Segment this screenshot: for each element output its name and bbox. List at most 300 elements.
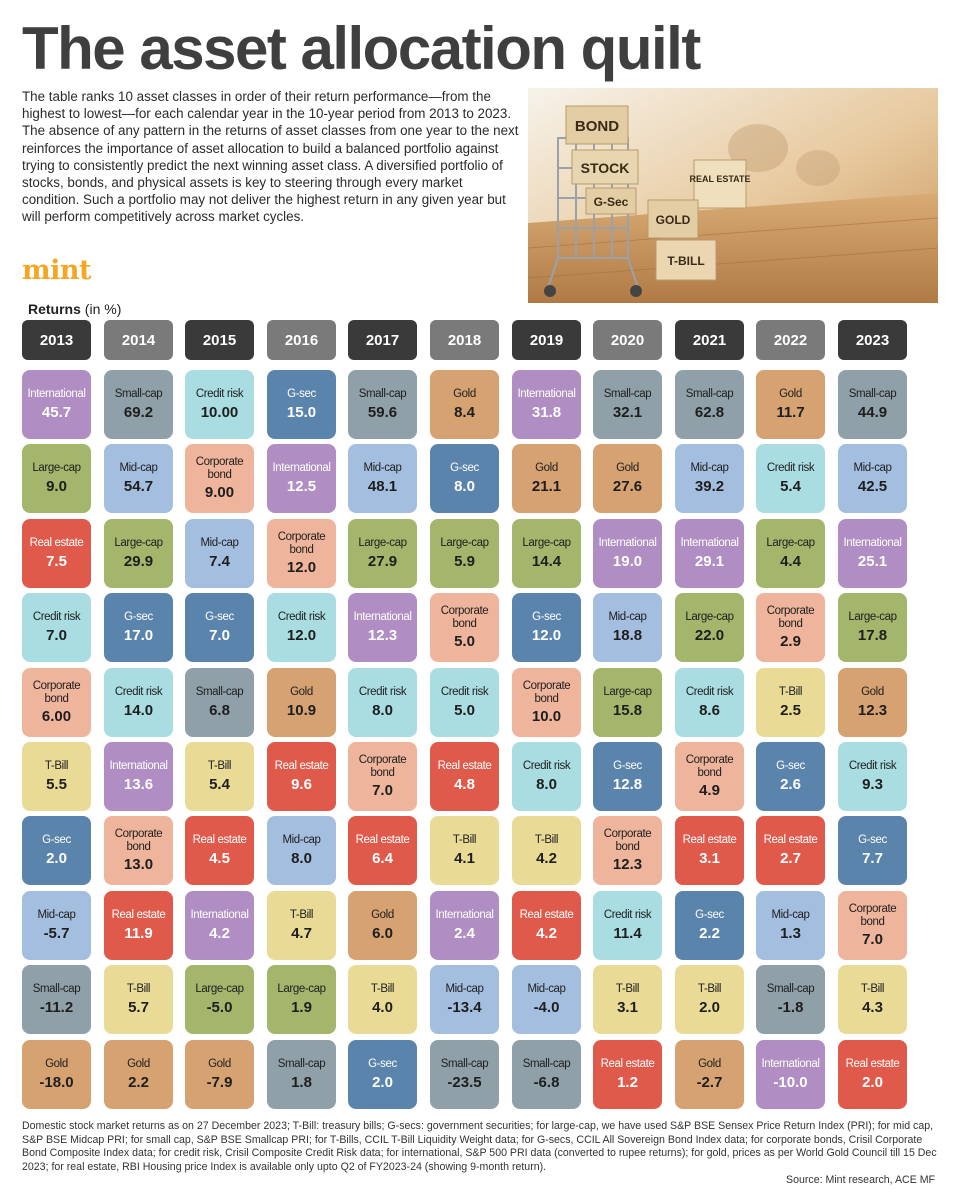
quilt-cell-2017-10 [348,1040,417,1109]
return-value: 12.3 [612,856,643,873]
quilt-cell-2014-4 [104,593,173,662]
asset-class-label: Large-cap [440,537,489,550]
quilt-cell-2019-10 [512,1040,581,1109]
quilt-cell-2020-1 [593,370,662,439]
asset-class-label: Real estate [355,834,410,847]
page-title: The asset allocation quilt [22,15,700,82]
asset-class-label: Gold [698,1058,721,1071]
return-value: 12.5 [286,477,317,495]
return-value: 39.2 [694,477,725,495]
asset-class-label: T-Bill [860,983,885,996]
asset-class-label: Corporate bond [358,754,407,779]
return-value: 3.1 [617,998,638,1016]
asset-class-label: Gold [616,462,639,475]
return-value: -13.4 [447,998,482,1016]
quilt-cell-2019-1 [512,370,581,439]
return-value: -11.2 [39,998,74,1016]
return-value: 9.00 [204,484,235,501]
quilt-cell-2015-5 [185,668,254,737]
quilt-cell-2016-10 [267,1040,336,1109]
asset-class-label: Mid-cap [608,611,647,624]
asset-class-label: Large-cap [603,686,652,699]
asset-class-label: Small-cap [277,1058,326,1071]
asset-class-label: Mid-cap [445,983,484,996]
return-value: 11.9 [124,924,153,942]
return-value: 4.2 [536,849,557,867]
asset-class-label: International [517,388,576,401]
asset-class-label: Gold [371,909,394,922]
year-header-2023: 2023 [838,320,907,360]
return-value: -18.0 [39,1073,74,1091]
asset-class-label: Mid-cap [282,834,321,847]
return-value: 12.0 [286,559,317,576]
asset-class-label: G-sec [450,462,479,475]
return-value: 8.4 [454,403,475,421]
asset-class-label: Corporate bond [603,828,652,853]
quilt-cell-2015-10 [185,1040,254,1109]
asset-class-label: Small-cap [685,388,734,401]
return-value: 59.6 [367,403,398,421]
return-value: 8.0 [291,849,312,867]
return-value: 8.6 [699,701,720,719]
asset-class-label: Gold [535,462,558,475]
return-value: 4.2 [209,924,230,942]
asset-class-label: Small-cap [766,983,815,996]
quilt-cell-2016-2 [267,444,336,513]
return-value: 6.4 [372,849,393,867]
asset-class-label: G-sec [776,760,805,773]
asset-class-label: Mid-cap [527,983,566,996]
return-value: 2.4 [454,924,475,942]
asset-class-label: Small-cap [522,1058,571,1071]
return-value: 29.1 [694,552,725,570]
return-value: 6.8 [209,701,230,719]
quilt-cell-2023-2 [838,444,907,513]
return-value: 17.0 [123,626,154,644]
asset-class-label: Credit risk [32,611,81,624]
return-value: 2.0 [46,849,67,867]
quilt-cell-2017-3 [348,519,417,588]
asset-class-label: G-sec [287,388,316,401]
asset-class-label: Credit risk [848,760,897,773]
quilt-cell-2020-2 [593,444,662,513]
quilt-cell-2022-5 [756,668,825,737]
quilt-cell-2018-7 [430,816,499,885]
quilt-cell-2019-5 [512,668,581,737]
return-value: 5.7 [128,998,149,1016]
return-value: 1.2 [617,1073,638,1091]
asset-class-label: Real estate [274,760,329,773]
return-value: 32.1 [612,403,643,421]
quilt-cell-2013-5 [22,668,91,737]
return-value: 7.0 [209,626,230,644]
asset-class-label: G-sec [205,611,234,624]
quilt-cell-2022-1 [756,370,825,439]
return-value: 2.2 [128,1073,149,1091]
return-value: 10.00 [200,403,239,421]
quilt-cell-2022-7 [756,816,825,885]
quilt-cell-2020-5 [593,668,662,737]
return-value: 25.1 [857,552,888,570]
return-value: 5.0 [454,701,475,719]
asset-class-label: Credit risk [685,686,734,699]
asset-class-label: Large-cap [766,537,815,550]
asset-class-label: Real estate [111,909,166,922]
return-value: 6.0 [372,924,393,942]
return-value: 4.2 [536,924,557,942]
year-header-2014: 2014 [104,320,173,360]
return-value: 5.5 [46,775,67,793]
return-value: -1.8 [777,998,804,1016]
return-value: 7.5 [46,552,67,570]
asset-class-label: Gold [861,686,884,699]
quilt-cell-2017-7 [348,816,417,885]
quilt-cell-2013-1 [22,370,91,439]
quilt-cell-2016-8 [267,891,336,960]
return-value: 12.3 [857,701,888,719]
quilt-cell-2013-2 [22,444,91,513]
asset-class-label: Large-cap [195,983,244,996]
quilt-cell-2023-1 [838,370,907,439]
asset-class-label: Mid-cap [853,462,892,475]
quilt-cell-2014-7 [104,816,173,885]
asset-class-label: Large-cap [522,537,571,550]
return-value: 69.2 [123,403,154,421]
asset-class-label: Mid-cap [119,462,158,475]
return-value: 4.7 [291,924,312,942]
return-value: 14.0 [123,701,154,719]
quilt-cell-2014-5 [104,668,173,737]
asset-class-label: T-Bill [452,834,477,847]
year-header-2015: 2015 [185,320,254,360]
return-value: 2.2 [699,924,720,942]
return-value: 21.1 [531,477,562,495]
asset-class-label: Real estate [845,1058,900,1071]
asset-class-label: Corporate bond [685,754,734,779]
quilt-cell-2021-5 [675,668,744,737]
return-value: -7.9 [206,1073,233,1091]
footnote: Domestic stock market returns as on 27 December 2023; T-Bill: treasury bills; G-secs: government securities; for large-cap, we have used S&P BSE Sensex Price Return Index (PRI); for mid cap, S&P BSE Midcap PRI; for small cap, S&P BSE Smallcap PRI; for T-Bills, CCIL T-Bill Liquidity Weight data; for G-secs, CCIL All Sovereign Bond Index data; for corporate bonds, Crisil Corporate Bond Composite Index data; for credit risk, Crisil Composite Credit Risk data; for international, S&P 500 PRI data (converted to rupee returns); for gold, prices as per World Gold Council till 15 Dec 2023; for real estate, RBI Housing price Index is available only upto Q2 of FY2023-24 (showing 9-month return). [22,1120,937,1173]
return-value: 45.7 [41,403,72,421]
asset-class-label: International [27,388,86,401]
asset-class-label: G-sec [368,1058,397,1071]
quilt-cell-2015-4 [185,593,254,662]
quilt-cell-2023-6 [838,742,907,811]
quilt-cell-2022-2 [756,444,825,513]
return-value: 2.0 [372,1073,393,1091]
asset-class-label: International [353,611,412,624]
quilt-cell-2021-7 [675,816,744,885]
year-header-2013: 2013 [22,320,91,360]
shopping-cart-photo [528,88,938,303]
asset-class-label: Real estate [192,834,247,847]
year-header-2020: 2020 [593,320,662,360]
return-value: 27.6 [612,477,643,495]
asset-class-label: T-Bill [207,760,232,773]
intro-paragraph: The table ranks 10 asset classes in order of their return performance—from the highest to lowest—for each calendar year in the 10-year period from 2013 to 2023. The absence of any pattern in the returns of asset classes from one year to the next reinforces the importance of asset allocation to build a balanced portfolio against trying to consistently predict the next winning asset class. A diversified portfolio of stocks, bonds, and physical assets is key to steering through every market condition. Such a portfolio may not deliver the highest return in any given year but will perform competitively across market cycles. [22,89,519,225]
quilt-cell-2015-6 [185,742,254,811]
quilt-cell-2021-6 [675,742,744,811]
asset-class-label: Corporate bond [522,680,571,705]
return-value: 5.0 [454,633,475,650]
asset-class-label: G-sec [613,760,642,773]
quilt-cell-2018-2 [430,444,499,513]
quilt-cell-2014-10 [104,1040,173,1109]
quilt-cell-2015-8 [185,891,254,960]
return-value: 4.5 [209,849,230,867]
quilt-cell-2021-4 [675,593,744,662]
quilt-cell-2017-1 [348,370,417,439]
return-value: 1.9 [291,998,312,1016]
asset-class-label: Gold [779,388,802,401]
returns-label-text: Returns [28,301,81,317]
return-value: 7.0 [46,626,67,644]
asset-class-label: Corporate bond [440,605,489,630]
return-value: 18.8 [612,626,643,644]
asset-class-label: Large-cap [32,462,81,475]
quilt-cell-2019-9 [512,965,581,1034]
asset-class-label: Real estate [682,834,737,847]
return-value: 5.9 [454,552,475,570]
quilt-cell-2014-9 [104,965,173,1034]
returns-axis-label [28,301,121,317]
return-value: 2.6 [780,775,801,793]
return-value: 15.0 [286,403,317,421]
return-value: 8.0 [536,775,557,793]
asset-class-label: T-Bill [697,983,722,996]
quilt-cell-2018-6 [430,742,499,811]
quilt-cell-2017-5 [348,668,417,737]
quilt-cell-2018-10 [430,1040,499,1109]
return-value: 10.9 [286,701,317,719]
quilt-cell-2021-2 [675,444,744,513]
quilt-cell-2022-4 [756,593,825,662]
return-value: 4.0 [372,998,393,1016]
return-value: 2.5 [780,701,801,719]
quilt-cell-2022-8 [756,891,825,960]
asset-class-label: Small-cap [114,388,163,401]
asset-class-label: Gold [45,1058,68,1071]
year-header-2017: 2017 [348,320,417,360]
quilt-cell-2019-3 [512,519,581,588]
quilt-cell-2022-3 [756,519,825,588]
asset-class-label: International [272,462,331,475]
quilt-cell-2017-2 [348,444,417,513]
year-header-2021: 2021 [675,320,744,360]
return-value: 9.3 [862,775,883,793]
return-value: 54.7 [123,477,154,495]
quilt-cell-2020-4 [593,593,662,662]
quilt-cell-2021-10 [675,1040,744,1109]
return-value: 7.4 [209,552,230,570]
asset-class-label: Corporate bond [114,828,163,853]
asset-class-label: Corporate bond [277,531,326,556]
box-label-real-estate: REAL ESTATE [689,174,751,184]
asset-class-label: Mid-cap [37,909,76,922]
quilt-cell-2022-10 [756,1040,825,1109]
return-value: 2.0 [699,998,720,1016]
quilt-cell-2015-1 [185,370,254,439]
asset-class-label: Credit risk [522,760,571,773]
asset-class-label: T-Bill [778,686,803,699]
return-value: 7.0 [372,782,393,799]
quilt-cell-2019-2 [512,444,581,513]
quilt-cell-2015-9 [185,965,254,1034]
asset-class-label: International [598,537,657,550]
quilt-cell-2023-5 [838,668,907,737]
asset-class-label: Mid-cap [690,462,729,475]
quilt-cell-2019-6 [512,742,581,811]
asset-class-label: Gold [127,1058,150,1071]
asset-class-label: Corporate bond [32,680,81,705]
quilt-cell-2016-7 [267,816,336,885]
asset-class-label: Credit risk [440,686,489,699]
asset-class-label: International [843,537,902,550]
quilt-cell-2019-7 [512,816,581,885]
asset-class-label: Small-cap [32,983,81,996]
quilt-cell-2021-8 [675,891,744,960]
quilt-cell-2017-8 [348,891,417,960]
return-value: 6.00 [41,708,72,725]
quilt-cell-2016-5 [267,668,336,737]
return-value: 11.7 [776,403,805,421]
year-header-2018: 2018 [430,320,499,360]
asset-class-label: T-Bill [615,983,640,996]
source-note: Source: Mint research, ACE MF [786,1174,935,1186]
return-value: 22.0 [694,626,725,644]
quilt-cell-2013-8 [22,891,91,960]
return-value: 17.8 [857,626,888,644]
return-value: 12.0 [531,626,562,644]
asset-class-label: Real estate [519,909,574,922]
quilt-cell-2014-2 [104,444,173,513]
return-value: 19.0 [612,552,643,570]
asset-class-label: Credit risk [277,611,326,624]
quilt-cell-2023-4 [838,593,907,662]
quilt-cell-2014-8 [104,891,173,960]
quilt-cell-2021-1 [675,370,744,439]
asset-class-label: Real estate [29,537,84,550]
asset-class-label: Gold [290,686,313,699]
asset-class-label: Small-cap [603,388,652,401]
asset-class-label: Gold [208,1058,231,1071]
asset-class-label: Mid-cap [363,462,402,475]
quilt-cell-2017-4 [348,593,417,662]
quilt-cell-2020-7 [593,816,662,885]
return-value: 8.0 [372,701,393,719]
quilt-cell-2019-8 [512,891,581,960]
quilt-cell-2016-6 [267,742,336,811]
quilt-cell-2023-8 [838,891,907,960]
quilt-cell-2014-1 [104,370,173,439]
quilt-cell-2015-2 [185,444,254,513]
return-value: 62.8 [694,403,725,421]
asset-class-label: Large-cap [685,611,734,624]
box-label-tbill: T-BILL [667,254,705,268]
return-value: 5.4 [780,477,801,495]
asset-class-label: Credit risk [603,909,652,922]
asset-class-label: International [761,1058,820,1071]
asset-class-label: G-sec [532,611,561,624]
return-value: -23.5 [447,1073,482,1091]
asset-class-label: G-sec [858,834,887,847]
return-value: 13.0 [123,856,154,873]
asset-class-label: T-Bill [44,760,69,773]
quilt-cell-2016-9 [267,965,336,1034]
return-value: -6.8 [533,1073,560,1091]
asset-class-label: International [680,537,739,550]
asset-class-label: International [190,909,249,922]
quilt-cell-2022-6 [756,742,825,811]
return-value: 12.8 [612,775,643,793]
quilt-cell-2020-10 [593,1040,662,1109]
year-header-2019: 2019 [512,320,581,360]
quilt-cell-2020-8 [593,891,662,960]
asset-class-label: Corporate bond [766,605,815,630]
quilt-cell-2018-4 [430,593,499,662]
asset-allocation-quilt [22,320,941,1128]
asset-class-label: Credit risk [195,388,244,401]
asset-class-label: International [109,760,168,773]
mint-logo: mint [22,255,91,286]
asset-class-label: Small-cap [440,1058,489,1071]
quilt-cell-2019-4 [512,593,581,662]
return-value: 12.0 [286,626,317,644]
quilt-cell-2013-10 [22,1040,91,1109]
return-value: 5.4 [209,775,230,793]
return-value: 13.6 [123,775,154,793]
quilt-cell-2023-3 [838,519,907,588]
return-value: -5.7 [43,924,70,942]
quilt-cell-2021-9 [675,965,744,1034]
quilt-cell-2023-10 [838,1040,907,1109]
return-value: 4.8 [454,775,475,793]
asset-class-label: Mid-cap [771,909,810,922]
return-value: -2.7 [696,1073,723,1091]
asset-class-label: G-sec [42,834,71,847]
return-value: 14.4 [531,552,562,570]
return-value: 11.4 [613,924,642,942]
return-value: 9.0 [46,477,67,495]
return-value: 31.8 [531,403,562,421]
return-value: 2.9 [780,633,801,650]
return-value: 44.9 [857,403,888,421]
asset-class-label: Small-cap [848,388,897,401]
quilt-cell-2014-3 [104,519,173,588]
return-value: 2.0 [862,1073,883,1091]
asset-class-label: Mid-cap [200,537,239,550]
quilt-cell-2016-1 [267,370,336,439]
return-value: 7.7 [862,849,883,867]
return-value: 3.1 [699,849,720,867]
return-value: 15.8 [612,701,643,719]
box-label-gsec: G-Sec [593,195,629,209]
return-value: 48.1 [367,477,398,495]
quilt-cell-2020-9 [593,965,662,1034]
quilt-cell-2015-7 [185,816,254,885]
quilt-cell-2023-7 [838,816,907,885]
box-label-gold: GOLD [655,213,691,227]
quilt-cell-2013-7 [22,816,91,885]
asset-class-label: Large-cap [114,537,163,550]
asset-class-label: Real estate [600,1058,655,1071]
quilt-cell-2018-3 [430,519,499,588]
return-value: 1.8 [291,1073,312,1091]
return-value: 42.5 [857,477,888,495]
return-value: 9.6 [291,775,312,793]
return-value: 29.9 [123,552,154,570]
asset-class-label: Credit risk [766,462,815,475]
